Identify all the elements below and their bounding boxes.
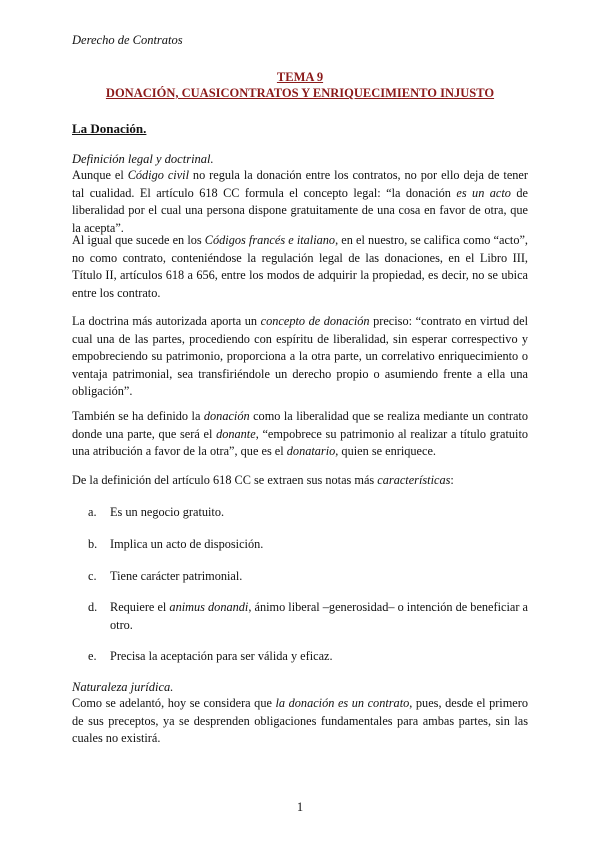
paragraph-5 <box>72 472 528 490</box>
text-run-italic: la donación es un contrato <box>275 696 410 710</box>
paragraph-6 <box>72 695 528 748</box>
text-run-italic: es un acto <box>456 185 511 200</box>
list-text: Precisa la aceptación para ser válida y eficaz. <box>110 649 333 663</box>
text-run-italic: donatario <box>286 444 336 458</box>
text-run: , ánimo liberal –generosidad– o intención de beneficiar a otro. <box>110 600 528 632</box>
section-heading: La Donación. <box>72 121 147 136</box>
page-number: 1 <box>296 800 304 814</box>
list-text: Tiene carácter patrimonial. <box>110 569 243 583</box>
text-run-italic: Código civil <box>127 168 189 182</box>
text-run: Como se adelantó, hoy se considera que <box>72 696 276 710</box>
subheading-naturaleza: Naturaleza jurídica. <box>72 680 174 694</box>
text-run: De la definición del artículo 618 CC se extraen sus notas más <box>72 473 378 487</box>
list-marker: a. <box>88 505 97 519</box>
text-run-italic: características <box>377 473 451 487</box>
text-run: como la liberalidad que se realiza mediante un contrato donde una parte, que será el <box>72 409 529 441</box>
text-run: de liberalidad por el cual una persona dispone gratuitamente de una cosa en favor de otra, que la acepta”. <box>72 185 528 235</box>
text-run: no regula la donación entre los contratos, no por ello deja de tener tal cualidad. El artículo 618 CC formula el concepto legal: “la donación <box>72 168 528 200</box>
chapter-title-text: DONACIÓN, CUASICONTRATOS Y ENRIQUECIMIENTO INJUSTO <box>105 86 495 100</box>
text-run: preciso: “contrato en virtud del cual una de las partes, procediendo con espíritu de liberalidad, sin esperar correspectivo y empobreciendo su patrimonio, proporciona a la otra parte, un correlativo enriquecimiento o ventaja patrimonial, sea transfiriéndole un derecho propio o asumiendo frente a ella una obligación”. <box>72 314 528 398</box>
list-marker: b. <box>88 537 98 551</box>
text-run-italic: animus donandi <box>169 600 249 614</box>
chapter-number <box>72 70 528 85</box>
text-run: Aunque el <box>72 168 128 182</box>
list-marker: c. <box>88 569 97 583</box>
paragraph-2 <box>72 232 528 302</box>
text-run-italic: donación <box>203 409 250 423</box>
text-run-italic: donante <box>216 426 256 441</box>
text-run: , “empobrece su patrimonio al realizar a título gratuito una atribución a favor de la otra”, que es el <box>72 426 529 458</box>
paragraph-1 <box>72 167 528 237</box>
text-run: Al igual que sucede en los <box>72 233 205 247</box>
text-run: Requiere el <box>110 600 170 614</box>
list-text: Es un negocio gratuito. <box>110 505 225 519</box>
list-marker: e. <box>88 649 97 663</box>
text-run: , pues, desde el primero de sus preceptos, ya se desprenden obligaciones fundamentales para ambas partes, sin las cuales no existirá. <box>72 696 528 745</box>
list-text: Implica un acto de disposición. <box>110 537 264 551</box>
text-run: , quien se enriquece. <box>335 444 437 458</box>
text-run: La doctrina más autorizada aporta un <box>72 314 261 328</box>
paragraph-3 <box>72 313 528 401</box>
running-header: Derecho de Contratos <box>72 33 183 47</box>
subheading-definicion: Definición legal y doctrinal. <box>72 152 214 166</box>
text-run-italic: concepto de donación <box>260 314 370 328</box>
list-text <box>110 599 528 634</box>
text-run: : <box>450 473 454 487</box>
text-run-italic: Códigos francés e italiano <box>204 233 336 247</box>
chapter-number-text: TEMA 9 <box>276 70 324 84</box>
chapter-title <box>72 86 528 101</box>
text-run: , en el nuestro, se califica como “acto”, no como contrato, conteniéndose la regulación legal de las donaciones, en el Libro III, Título II, artículos 618 a 656, entre los modos de adquirir la propiedad, es decir, no se ubica entre los contrato. <box>72 233 529 300</box>
text-run: También se ha definido la <box>72 409 204 423</box>
paragraph-4 <box>72 408 528 461</box>
list-marker: d. <box>88 600 98 614</box>
